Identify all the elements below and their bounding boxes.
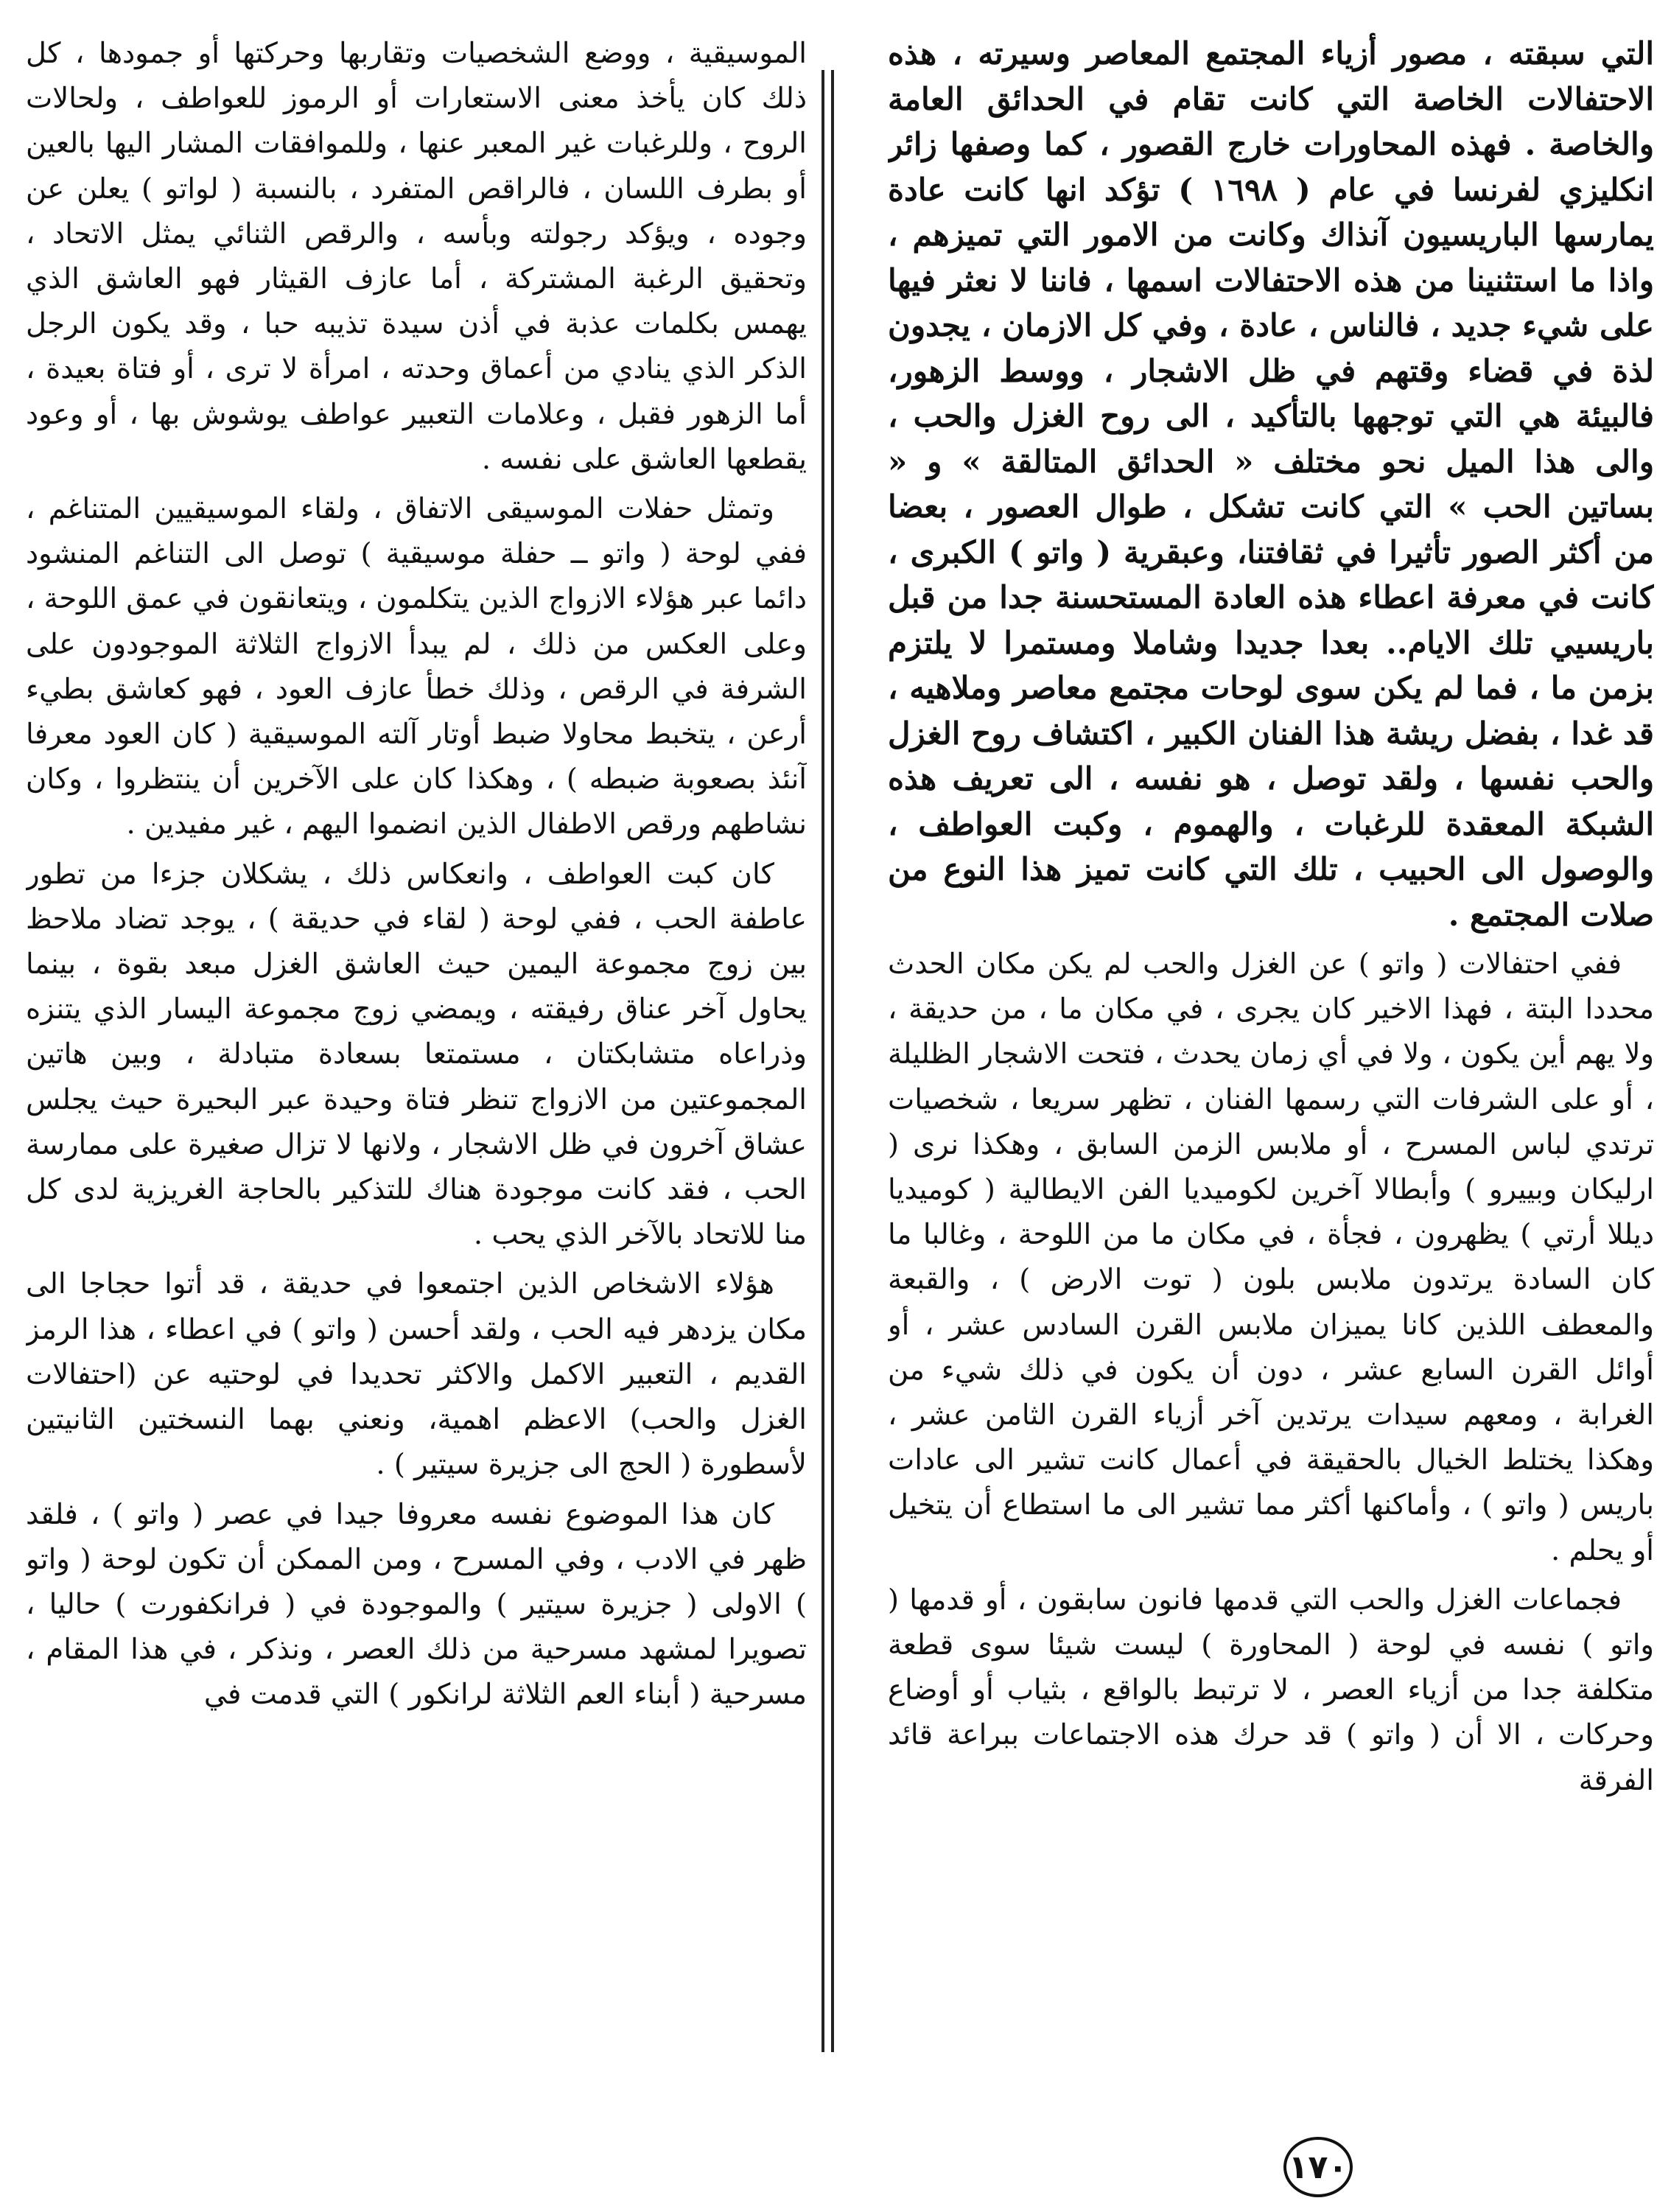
- paragraph: وتمثل حفلات الموسيقى الاتفاق ، ولقاء الموسيقيين المتناغم ، ففي لوحة ( واتو ــ حفلة موسيقية ) توصل الى التناغم المنشود دائما عبر هؤلاء الازواج الذين يتكلمون ، ويتعانقون في عمق اللوحة ، وعلى العكس من ذلك ، لم يبدأ الازواج الثلاثة الموجودون على الشرفة في الرقص ، وذلك خطأ عازف العود ، فهو كعاشق بطيء أرعن ، يتخبط محاولا ضبط أوتار آلته الموسيقية ( كان العود معرفا آنئذ بصعوبة ضبطه ) ، وهكذا كان على الآخرين أن ينتظروا ، وكان نشاطهم ورقص الاطفال الذين انضموا اليهم ، غير مفيدين .: [26, 492, 807, 841]
- column-divider-line: [831, 70, 834, 2052]
- paragraph-bold-intro: التي سبقته ، مصور أزياء المجتمع المعاصر وسيرته ، هذه الاحتفالات الخاصة التي كانت تقام في الحدائق العامة والخاصة . فهذه المحاورات خارج القصور ، كما وصفها زائر انكليزي لفرنسا في عام ( ١٦٩٨ ) تؤكد انها كانت عادة يمارسها الباريسيون آنذاك وكانت من الامور التي تميزهم ، واذا ما استثنينا من هذه الاحتفالات اسمها ، فاننا لا نعثر فيها على شيء جديد ، فالناس ، عادة ، وفي كل الازمان ، يجدون لذة في قضاء وقتهم في ظل الاشجار ، ووسط الزهور، فالبيئة هي التي توجهها بالتأكيد ، الى روح الغزل والحب ، والى هذا الميل نحو مختلف « الحدائق المتالقة » و « بساتين الحب » التي كانت تشكل ، طوال العصور ، بعضا من أكثر الصور تأثيرا في ثقافتنا، وعبقرية ( واتو ) الكبرى ، كانت في معرفة اعطاء هذه العادة المستحسنة جدا من قبل باريسيي تلك الايام.. بعدا جديدا وشاملا ومستمرا لا يلتزم بزمن ما ، فما لم يكن سوى لوحات مجتمع معاصر وملاهيه ، قد غدا ، بفضل ريشة هذا الفنان الكبير ، اكتشاف روح الغزل والحب نفسها ، ولقد توصل ، هو نفسه ، الى تعريف هذه الشبكة المعقدة للرغبات ، والهموم ، وكبت العواطف ، والوصول الى الحبيب ، تلك التي كانت تميز هذا النوع من صلات المجتمع .: [888, 35, 1654, 933]
- right-column: [888, 31, 1654, 2087]
- page-number: ١٧٠: [1283, 2137, 1353, 2197]
- paragraph: هؤلاء الاشخاص الذين اجتمعوا في حديقة ، قد أتوا حجاجا الى مكان يزدهر فيه الحب ، ولقد أحسن ( واتو ) في اعطاء ، هذا الرمز القديم ، التعبير الاكمل والاكثر تحديدا في لوحتيه عن (احتفالات الغزل والحب) الاعظم اهمية، ونعني بهما النسختين الثانيتين لأسطورة ( الحج الى جزيرة سيتير ) .: [26, 1267, 807, 1482]
- paragraph: كان هذا الموضوع نفسه معروفا جيدا في عصر ( واتو ) ، فلقد ظهر في الادب ، وفي المسرح ، ومن الممكن أن تكون لوحة ( واتو ) الاولى ( جزيرة سيتير ) والموجودة في ( فرانكفورت ) حاليا ، تصويرا لمشهد مسرحية من ذلك العصر ، ونذكر ، في هذا المقام ، مسرحية ( أبناء العم الثلاثة لرانكور ) التي قدمت في: [26, 1497, 807, 1712]
- paragraph: كان كبت العواطف ، وانعكاس ذلك ، يشكلان جزءا من تطور عاطفة الحب ، ففي لوحة ( لقاء في حديقة ) ، يوجد تضاد ملاحظ بين زوج مجموعة اليمين حيث العاشق الغزل مبعد بقوة ، بينما يحاول آخر عناق رفيقته ، ويمضي زوج مجموعة اليسار الذي يتنزه وذراعاه متشابكتان ، مستمتعا بسعادة متبادلة ، وبين هاتين المجموعتين من الازواج تنظر فتاة وحيدة عبر البحيرة حيث يجلس عشاق آخرون في ظل الاشجار ، ولانها لا تزال صغيرة على ممارسة الحب ، فقد كانت موجودة هناك للتذكير بالحاجة الغريزية لدى كل منا للاتحاد بالآخر الذي يحب .: [26, 857, 807, 1252]
- paragraph: ففي احتفالات ( واتو ) عن الغزل والحب لم يكن مكان الحدث محددا البتة ، فهذا الاخير كان يجرى ، في مكان ما ، من حديقة ، ولا يهم أين يكون ، ولا في أي زمان يحدث ، فتحت الاشجار الظليلة ، أو على الشرفات التي رسمها الفنان ، تظهر سريعا ، شخصيات ترتدي لباس المسرح ، أو ملابس الزمن السابق ، وهكذا نرى ( ارليكان وبييرو ) وأبطالا آخرين لكوميديا الفن الايطالية ( كوميديا ديللا أرتي ) يظهرون ، فجأة ، في مكان ما من اللوحة ، وغالبا ما كان السادة يرتدون ملابس بلون ( توت الارض ) ، والقبعة والمعطف اللذين كانا يميزان ملابس القرن السادس عشر ، أو أوائل القرن السابع عشر ، دون أن يكون في ذلك شيء من الغرابة ، ومعهم سيدات يرتدين آخر أزياء القرن الثامن عشر ، وهكذا يختلط الخيال بالحقيقة في أعمال كانت تشير الى عادات باريس ( واتو ) ، وأماكنها أكثر مما تشير الى ما استطاع أن يتخيل أو يحلم .: [888, 948, 1654, 1567]
- left-column: [26, 31, 807, 2087]
- paragraph: الموسيقية ، ووضع الشخصيات وتقاربها وحركتها أو جمودها ، كل ذلك كان يأخذ معنى الاستعارات أو الرموز للعواطف ، ولحالات الروح ، وللرغبات غير المعبر عنها ، وللموافقات المشار اليها بالعين أو بطرف اللسان ، فالراقص المتفرد ، بالنسبة ( لواتو ) يعلن عن وجوده ، ويؤكد رجولته وبأسه ، والرقص الثنائي يمثل الاتحاد ، وتحقيق الرغبة المشتركة ، أما عازف القيثار فهو العاشق الذي يهمس بكلمات عذبة في أذن سيدة تذيبه حبا ، وقد يكون الرجل الذكر الذي ينادي من أعماق وحدته ، امرأة لا ترى ، أو فتاة بعيدة ، أما الزهور فقبل ، وعلامات التعبير عواطف يوشوش بها ، أو وعود يقطعها العاشق على نفسه .: [26, 37, 807, 476]
- column-divider-line: [822, 70, 824, 2052]
- paragraph: فجماعات الغزل والحب التي قدمها فانون سابقون ، أو قدمها ( واتو ) نفسه في لوحة ( المحاورة ) ليست شيئا سوى قطعة متكلفة جدا من أزياء العصر ، لا ترتبط بالواقع ، بثياب أو أوضاع وحركات ، الا أن ( واتو ) قد حرك هذه الاجتماعات ببراعة قائد الفرقة: [888, 1583, 1654, 1797]
